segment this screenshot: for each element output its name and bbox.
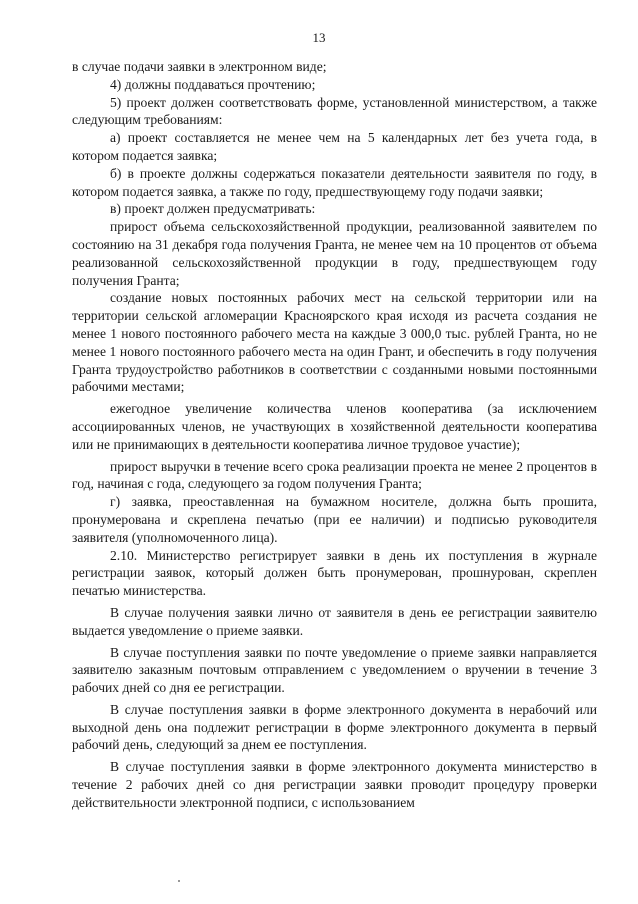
paragraph: В случае поступления заявки по почте уведомление о приеме заявки направляется заявителю заказным почтовым отправлением с уведомлением о вручении в течение 3 рабочих дней со дня ее регистрации. [72,644,597,696]
paragraph: 2.10. Министерство регистрирует заявки в день их поступления в журнале регистрации заявок, который должен быть пронумерован, прошнурован, скреплен печатью министерства. [72,547,597,599]
paragraph: в случае подачи заявки в электронном виде; [72,59,327,74]
paragraph: 4) должны поддаваться прочтению; [110,76,316,92]
document-body [72,58,597,812]
scan-speck [178,880,180,882]
paragraph: б) в проекте должны содержаться показатели деятельности заявителя по году, в котором подается заявка, а также по году, предшествующему году подачи заявки; [72,165,597,199]
paragraph: а) проект составляется не менее чем на 5 календарных лет без учета года, в котором подается заявка; [72,130,597,163]
page-number: 13 [312,30,326,45]
paragraph: В случае получения заявки лично от заявителя в день ее регистрации заявителю выдается уведомление о приеме заявки. [72,604,597,638]
paragraph: в) проект должен предусматривать: [110,201,316,217]
paragraph: г) заявка, преоставленная на бумажном носителе, должна быть прошита, пронумерована и скреплена печатью (при ее наличии) и подписью руководителя заявителя (уполномоченного лица). [72,494,597,545]
paragraph: 5) проект должен соответствовать форме, установленной министерством, а также следующим требованиям: [72,94,597,128]
paragraph: В случае поступления заявки в форме электронного документа министерство в течение 2 рабочих дней со дня регистрации заявки проводит процедуру проверки действительности электронной подписи, с использованием [72,759,597,810]
paragraph: прирост объема сельскохозяйственной продукции, реализованной заявителем по состоянию на 31 декабря года получения Гранта, не менее чем на 10 процентов от объема реализованной сельскохозяйственной продукции в году, предшествующем году получения Гранта; [72,219,597,288]
paragraph: В случае поступления заявки в форме электронного документа в нерабочий или выходной день она подлежит регистрации в форме электронного документа в первый рабочий день, следующий за днем ее поступления. [72,701,597,753]
paragraph: создание новых постоянных рабочих мест на сельской территории или на территории сельской агломерации Красноярского края исходя из расчета создания не менее 1 нового постоянного рабочего места на каждые 3 000,0 тыс. рублей Гранта, но не менее 1 нового постоянного рабочего места на один Грант, и обеспечить в году получения Гранта трудоустройство работников в соответствии с созданными новыми постоянными рабочими местами; [72,290,597,395]
paragraph: прирост выручки в течение всего срока реализации проекта не менее 2 процентов в год, начиная с года, следующего за годом получения Гранта; [72,458,597,492]
paragraph: ежегодное увеличение количества членов кооператива (за исключением ассоциированных членов, не участвующих в хозяйственной деятельности кооператива или не принимающих в деятельности кооператива личное трудовое участие); [72,401,597,452]
